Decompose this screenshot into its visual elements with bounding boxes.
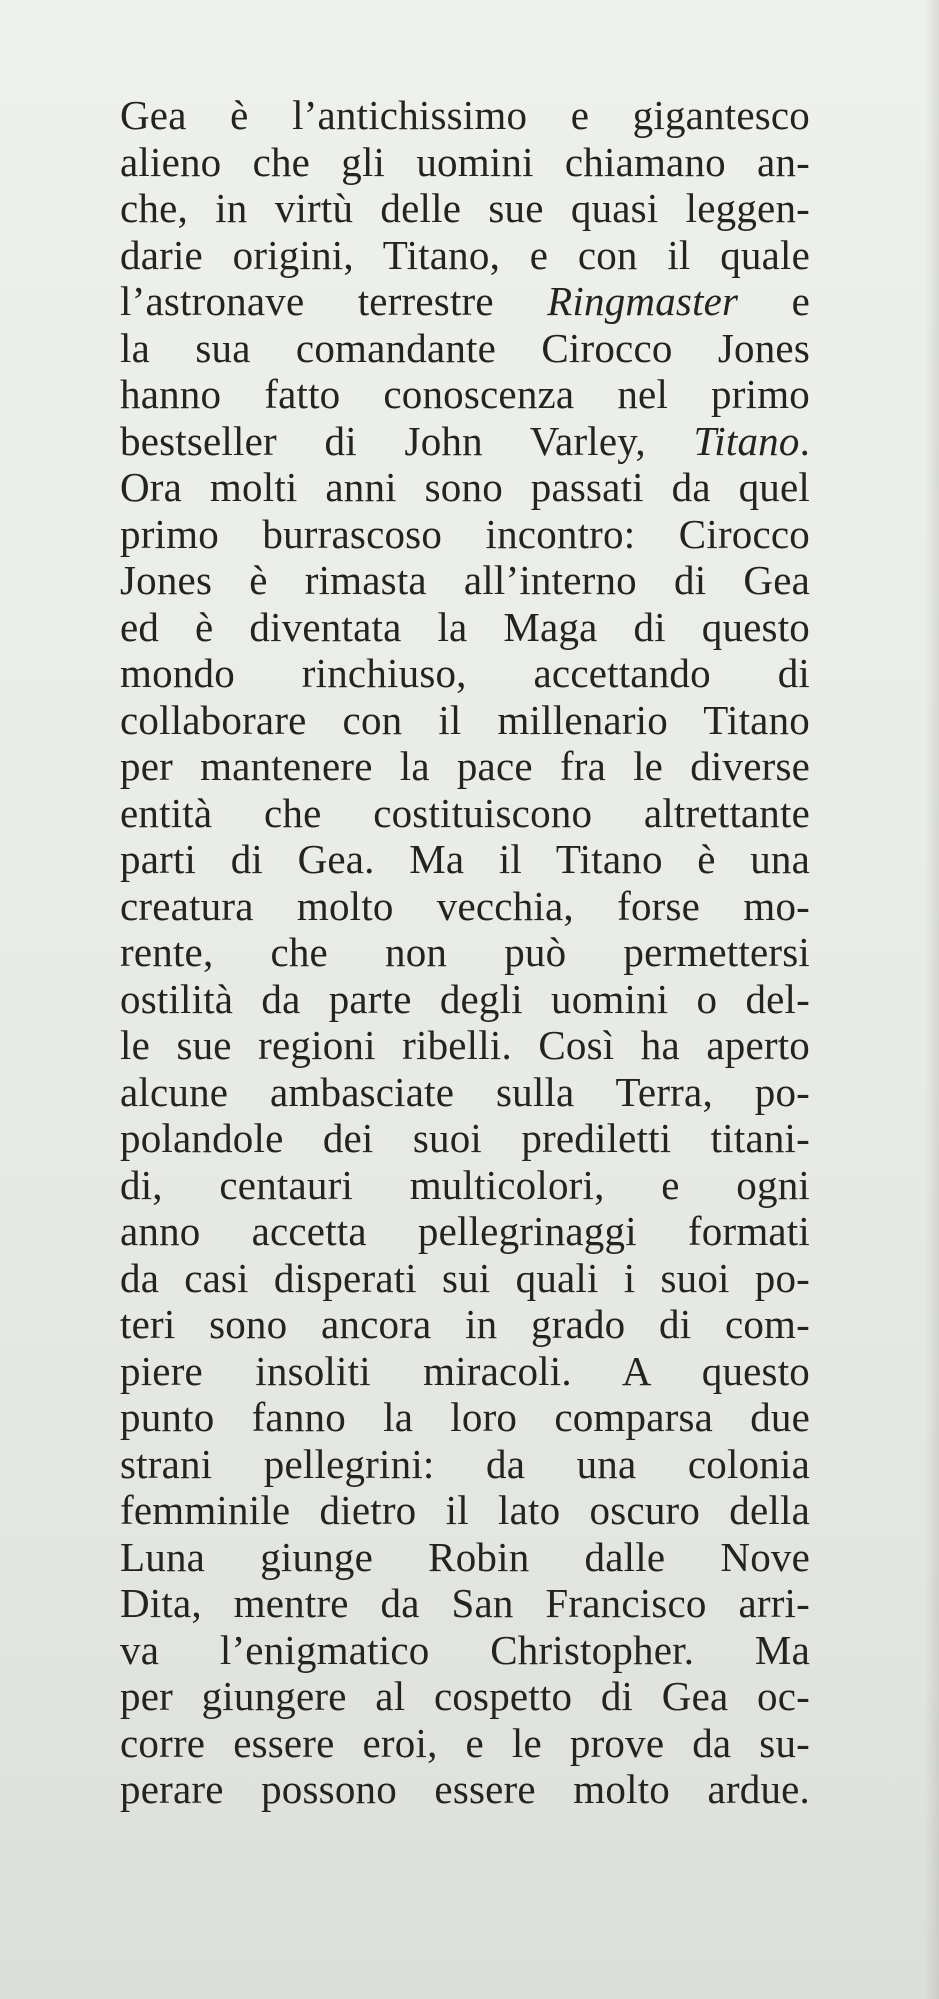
text-line: da casi disperati sui quali i suoi po- xyxy=(120,1254,810,1301)
text-line: strani pellegrini: da una colonia xyxy=(120,1440,810,1487)
ship-name-italic: Ringmaster xyxy=(547,278,739,324)
text-line: Dita, mentre da San Francisco arri- xyxy=(120,1580,810,1626)
text-line xyxy=(120,418,810,465)
text-line: va l’enigmatico Christopher. Ma xyxy=(120,1626,810,1673)
text-line: corre essere eroi, e le prove da su- xyxy=(120,1719,810,1766)
text-line: femminile dietro il lato oscuro della xyxy=(120,1487,810,1533)
text-line: alieno che gli uomini chiamano an- xyxy=(120,138,810,185)
text-line: ostilità da parte degli uomini o del- xyxy=(120,975,810,1022)
text-line: teri sono ancora in grado di com- xyxy=(120,1301,810,1347)
text-fragment: l’astronave terrestre xyxy=(120,278,494,324)
text-line: piere insoliti miracoli. A questo xyxy=(120,1347,810,1394)
text-line: punto fanno la loro comparsa due xyxy=(120,1394,810,1440)
text-line: mondo rinchiuso, accettando di xyxy=(120,650,810,696)
text-line: Ora molti anni sono passati da quel xyxy=(120,464,810,510)
text-line xyxy=(120,278,810,325)
text-line: Gea è l’antichissimo e gigantesco xyxy=(120,92,810,138)
text-line: che, in virtù delle sue quasi leggen- xyxy=(120,185,810,231)
text-line: per giungere al cospetto di Gea oc- xyxy=(120,1673,810,1719)
text-line: entità che costituiscono altrettante xyxy=(120,789,810,836)
text-line: Jones è rimasta all’interno di Gea xyxy=(120,557,810,603)
text-line: primo burrascoso incontro: Cirocco xyxy=(120,510,810,557)
text-fragment: bestseller di John Varley, xyxy=(120,417,646,464)
text-line: perare possono essere molto ardue. xyxy=(120,1766,810,1812)
text-line: rente, che non può permettersi xyxy=(120,929,810,975)
text-line: la sua comandante Cirocco Jones xyxy=(120,324,810,371)
text-line: hanno fatto conoscenza nel primo xyxy=(120,371,810,417)
text-line: darie origini, Titano, e con il quale xyxy=(120,231,810,278)
book-blurb-text xyxy=(120,92,810,1813)
text-fragment: . xyxy=(799,417,811,464)
text-line: alcune ambasciate sulla Terra, po- xyxy=(120,1068,810,1115)
text-line: creatura molto vecchia, forse mo- xyxy=(120,882,810,929)
text-line: ed è diventata la Maga di questo xyxy=(120,603,810,650)
text-line: per mantenere la pace fra le diverse xyxy=(120,743,810,789)
text-line: le sue regioni ribelli. Così ha aperto xyxy=(120,1022,810,1068)
text-line: polandole dei suoi prediletti titani- xyxy=(120,1115,810,1161)
text-line: anno accetta pellegrinaggi formati xyxy=(120,1208,810,1254)
text-line: Luna giunge Robin dalle Nove xyxy=(120,1533,810,1580)
text-line: collaborare con il millenario Titano xyxy=(120,696,810,743)
text-line: parti di Gea. Ma il Titano è una xyxy=(120,836,810,882)
text-line: di, centauri multicolori, e ogni xyxy=(120,1161,810,1208)
text-fragment: e xyxy=(791,278,810,324)
book-title-italic: Titano xyxy=(693,417,800,464)
